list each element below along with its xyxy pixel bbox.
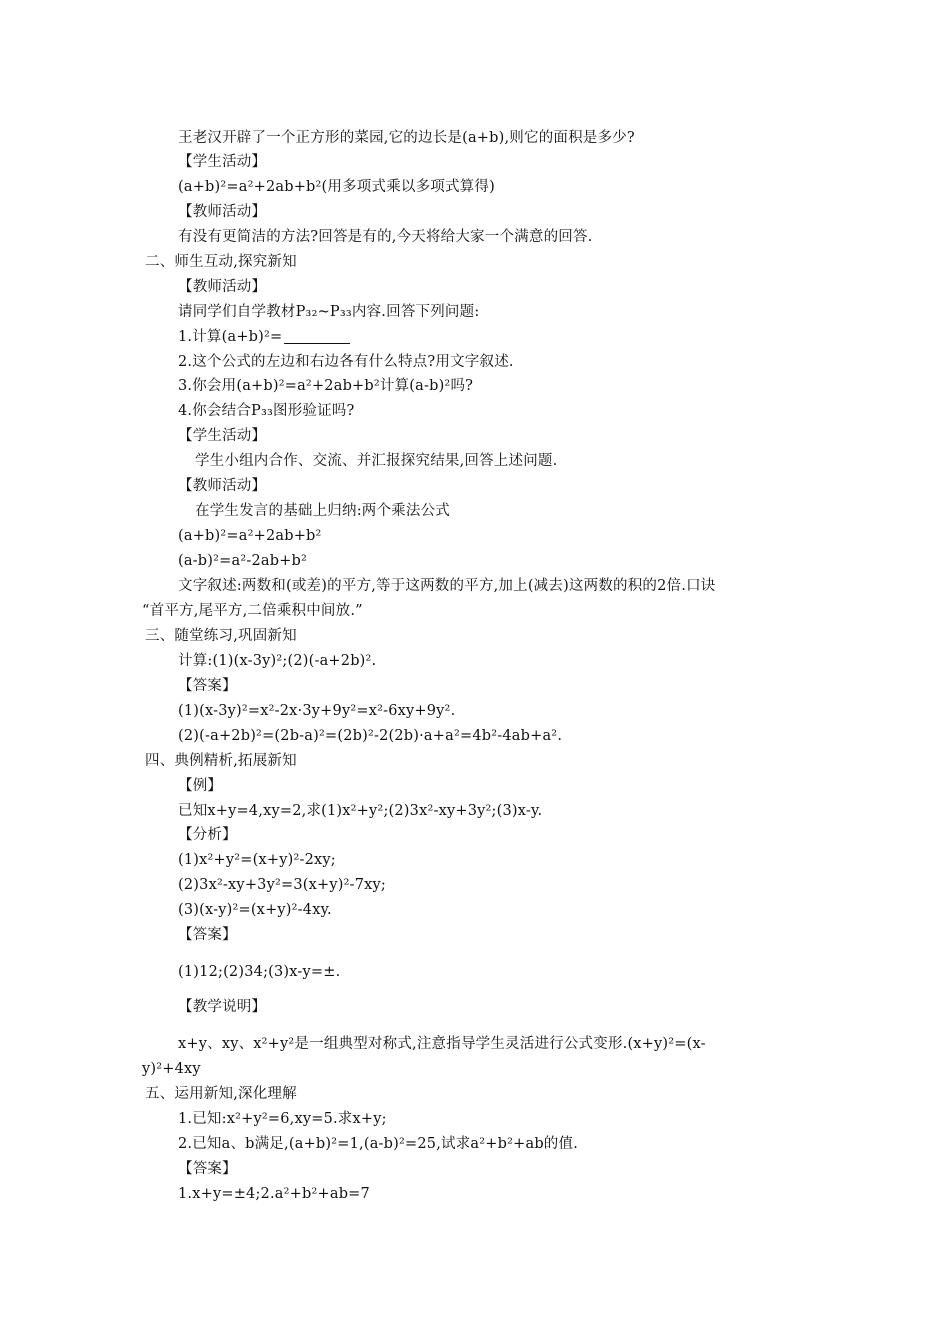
answer-2: (2)(-a+2b)²=(2b-a)²=(2b)²-2(2b)·a+a²=4b²-4ab+a². (178, 728, 563, 744)
answer-label: 【答案】 (178, 678, 237, 694)
answer-blank (284, 329, 350, 344)
verbal-description: 文字叙述:两数和(或差)的平方,等于这两数的平方,加上(减去)这两数的积的2倍.口诀 (178, 578, 716, 594)
section-heading-4: 四、典例精析,拓展新知 (145, 753, 297, 769)
question-2: 2.这个公式的左边和右边各有什么特点?用文字叙述. (178, 354, 514, 370)
self-study-instruction: 请同学们自学教材P₃₂~P₃₃内容.回答下列问题: (178, 304, 480, 320)
question-3: 3.你会用(a+b)²=a²+2ab+b²计算(a-b)²吗? (178, 378, 474, 394)
practice-question-1: 1.已知:x²+y²=6,xy=5.求x+y; (178, 1111, 387, 1127)
intro-question: 王老汉开辟了一个正方形的菜园,它的边长是(a+b),则它的面积是多少? (178, 130, 635, 146)
example-text: 已知x+y=4,xy=2,求(1)x²+y²;(2)3x²-xy+3y²;(3)x-y. (178, 803, 543, 819)
answer-label: 【答案】 (178, 927, 237, 943)
summary-intro: 在学生发言的基础上归纳:两个乘法公式 (195, 503, 450, 519)
section-heading-3: 三、随堂练习,巩固新知 (145, 628, 297, 644)
question-4: 4.你会结合P₃₃图形验证吗? (178, 403, 355, 419)
teaching-note-continued: y)²+4xy (142, 1061, 201, 1077)
student-activity-label: 【学生活动】 (178, 428, 267, 444)
practice-answer: 1.x+y=±4;2.a²+b²+ab=7 (178, 1186, 370, 1202)
section-heading-5: 五、运用新知,深化理解 (145, 1086, 297, 1102)
formula-2: (a-b)²=a²-2ab+b² (178, 553, 308, 569)
answer-label: 【答案】 (178, 1161, 237, 1177)
analysis-label: 【分析】 (178, 827, 237, 843)
teaching-note-label: 【教学说明】 (178, 999, 267, 1015)
student-answer: (a+b)²=a²+2ab+b²(用多项式乘以多项式算得) (178, 179, 495, 195)
section-heading-2: 二、师生互动,探究新知 (145, 254, 297, 270)
answer-1: (1)(x-3y)²=x²-2x·3y+9y²=x²-6xy+9y². (178, 703, 456, 719)
analysis-3: (3)(x-y)²=(x+y)²-4xy. (178, 902, 332, 918)
question-1-text: 1.计算(a+b)²= (178, 329, 283, 345)
question-1 (178, 327, 350, 347)
example-label: 【例】 (178, 778, 223, 794)
formula-1: (a+b)²=a²+2ab+b² (178, 528, 322, 544)
student-text: 学生小组内合作、交流、并汇报探究结果,回答上述问题. (195, 453, 558, 469)
teacher-activity-label: 【教师活动】 (178, 478, 267, 494)
teacher-activity-label: 【教师活动】 (178, 279, 267, 295)
answer-text: (1)12;(2)34;(3)x-y=±. (178, 964, 341, 980)
teaching-note: x+y、xy、x²+y²是一组典型对称式,注意指导学生灵活进行公式变形.(x+y)²=(x- (178, 1036, 706, 1052)
teacher-activity-label: 【教师活动】 (178, 204, 267, 220)
student-activity-label: 【学生活动】 (178, 154, 267, 170)
teacher-text: 有没有更简洁的方法?回答是有的,今天将给大家一个满意的回答. (178, 229, 593, 245)
practice-question-2: 2.已知a、b满足,(a+b)²=1,(a-b)²=25,试求a²+b²+ab的值. (178, 1136, 579, 1152)
exercise: 计算:(1)(x-3y)²;(2)(-a+2b)². (178, 653, 377, 669)
mnemonic: “首平方,尾平方,二倍乘积中间放.” (142, 603, 363, 619)
analysis-1: (1)x²+y²=(x+y)²-2xy; (178, 852, 336, 868)
analysis-2: (2)3x²-xy+3y²=3(x+y)²-7xy; (178, 877, 387, 893)
